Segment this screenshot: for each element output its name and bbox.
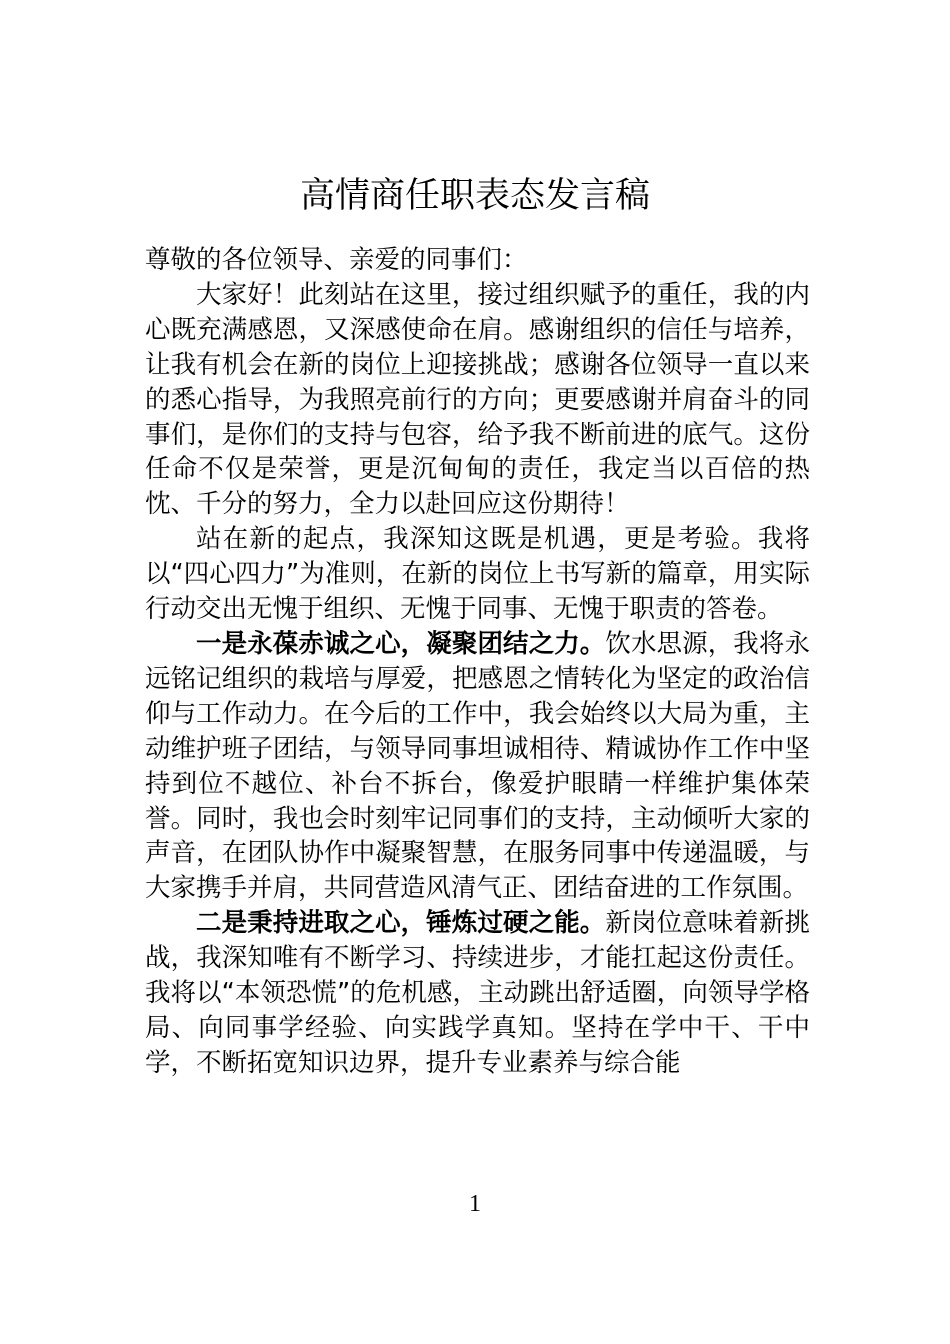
paragraph-text: 饮水思源，我将永远铭记组织的栽培与厚爱，把感恩之情转化为坚定的政治信仰与工作动力。在今后的工作中，我会始终以大局为重，主动维护班子团结，与领导同事坦诚相待、精诚协作工作中坚持到位不越位、补台不拆台，像爱护眼睛一样维护集体荣誉。同时，我也会时刻牢记同事们的支持，主动倾听大家的声音，在团队协作中凝聚智慧，在服务同事中传递温暖，与大家携手并肩，共同营造风清气正、团结奋进的工作氛围。 (145, 628, 810, 904)
paragraph-point-one (145, 627, 810, 906)
document-title: 高情商任职表态发言稿 (299, 176, 650, 216)
paragraph-text: 新岗位意味着新挑战，我深知唯有不断学习、持续进步，才能扛起这份责任。我将以“本领恐慌”的危机感，主动跳出舒适圈，向领导学格局、向同事学经验、向实践学真知。坚持在学中干、干中学，不断拓宽知识边界，提升专业素养与综合能 (145, 908, 810, 1078)
paragraph-text: 大家好！此刻站在这里，接过组织赋予的重任，我的内心既充满感恩，又深感使命在肩。感谢组织的信任与培养，让我有机会在新的岗位上迎接挑战；感谢各位领导一直以来的悉心指导，为我照亮前行的方向；更要感谢并肩奋斗的同事们，是你们的支持与包容，给予我不断前进的底气。这份任命不仅是荣誉，更是沉甸甸的责任，我定当以百倍的热忱、千分的努力，全力以赴回应这份期待！ (145, 279, 810, 520)
document-body (145, 243, 810, 1081)
paragraph-point-two (145, 906, 810, 1081)
salutation: 尊敬的各位领导、亲爱的同事们： (145, 245, 528, 275)
paragraph-lead-heading: 二是秉持进取之心，锤炼过硬之能。 (196, 908, 606, 939)
page-number: 1 (469, 1191, 481, 1217)
paragraph-new-start (145, 522, 810, 627)
paragraph-greeting (145, 278, 810, 522)
paragraph-lead-heading: 一是永葆赤诚之心，凝聚团结之力。 (196, 628, 606, 659)
paragraph-text: 站在新的起点，我深知这既是机遇，更是考验。我将以“四心四力”为准则，在新的岗位上书写新的篇章，用实际行动交出无愧于组织、无愧于同事、无愧于职责的答卷。 (145, 524, 810, 625)
